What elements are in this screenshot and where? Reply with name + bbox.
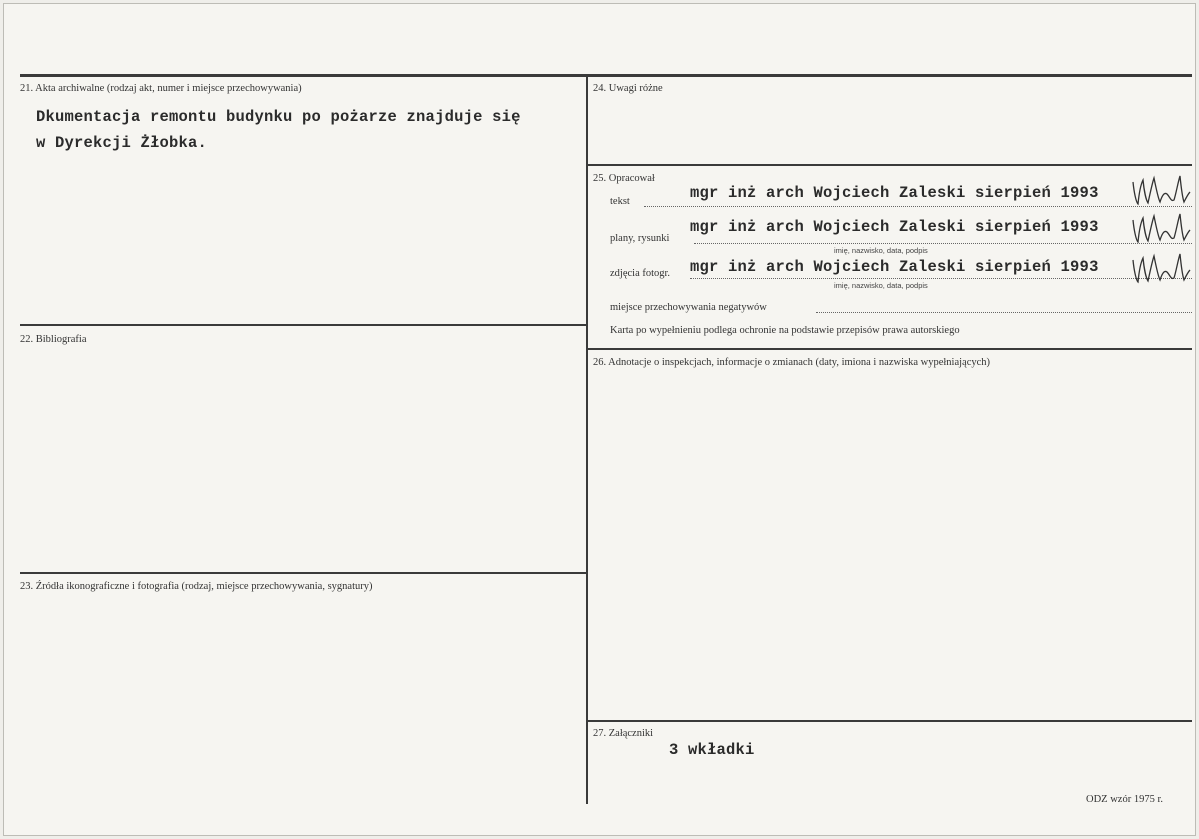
section-22-label: 22. Bibliografia [20, 334, 87, 345]
signature-3 [1130, 250, 1192, 286]
zdjecia-label: zdjęcia fotogr. [610, 268, 671, 279]
form-version-footer: ODZ wzór 1975 r. [1086, 794, 1163, 805]
rule-25 [588, 164, 1192, 166]
section-21-text-line1: Dkumentacja remontu budynku po pożarze znajduje się [36, 108, 521, 126]
section-21-text-line2: w Dyrekcji Żłobka. [36, 134, 208, 152]
rule-26 [588, 348, 1192, 350]
section-24-label: 24. Uwagi różne [593, 83, 663, 94]
signature-1 [1130, 172, 1192, 208]
tekst-label: tekst [610, 196, 630, 207]
zdjecia-value: mgr inż arch Wojciech Zaleski sierpień 1993 [690, 258, 1099, 276]
record-card [3, 3, 1196, 836]
negatives-dots [816, 312, 1192, 313]
section-27-value: 3 wkładki [669, 741, 755, 759]
zdjecia-dots [690, 278, 1192, 279]
section-26-label: 26. Adnotacje o inspekcjach, informacje o zmianach (daty, imiona i nazwiska wypełniających) [593, 357, 991, 368]
section-21-label: 21. Akta archiwalne (rodzaj akt, numer i miejsce przechowywania) [20, 83, 302, 94]
tekst-value: mgr inż arch Wojciech Zaleski sierpień 1993 [690, 184, 1099, 202]
plany-dots [694, 243, 1192, 244]
negatives-label: miejsce przechowywania negatywów [610, 302, 767, 313]
rule-23 [20, 572, 586, 574]
section-25-label: 25. Opracował [593, 173, 655, 184]
section-23-label: 23. Źródła ikonograficzne i fotografia (rodzaj, miejsce przechowywania, sygnatury) [20, 581, 373, 592]
zdjecia-caption: imię, nazwisko, data, podpis [834, 281, 928, 290]
top-rule [20, 74, 1192, 77]
rule-27 [588, 720, 1192, 722]
signature-2 [1130, 210, 1192, 246]
copyright-note: Karta po wypełnieniu podlega ochronie na podstawie przepisów prawa autorskiego [610, 325, 960, 336]
plany-value: mgr inż arch Wojciech Zaleski sierpień 1993 [690, 218, 1099, 236]
rule-22 [20, 324, 586, 326]
center-divider [586, 74, 588, 804]
plany-label: plany, rysunki [610, 233, 670, 244]
section-27-label: 27. Załączniki [593, 728, 654, 739]
tekst-dots [644, 206, 1192, 207]
plany-caption: imię, nazwisko, data, podpis [834, 246, 928, 255]
